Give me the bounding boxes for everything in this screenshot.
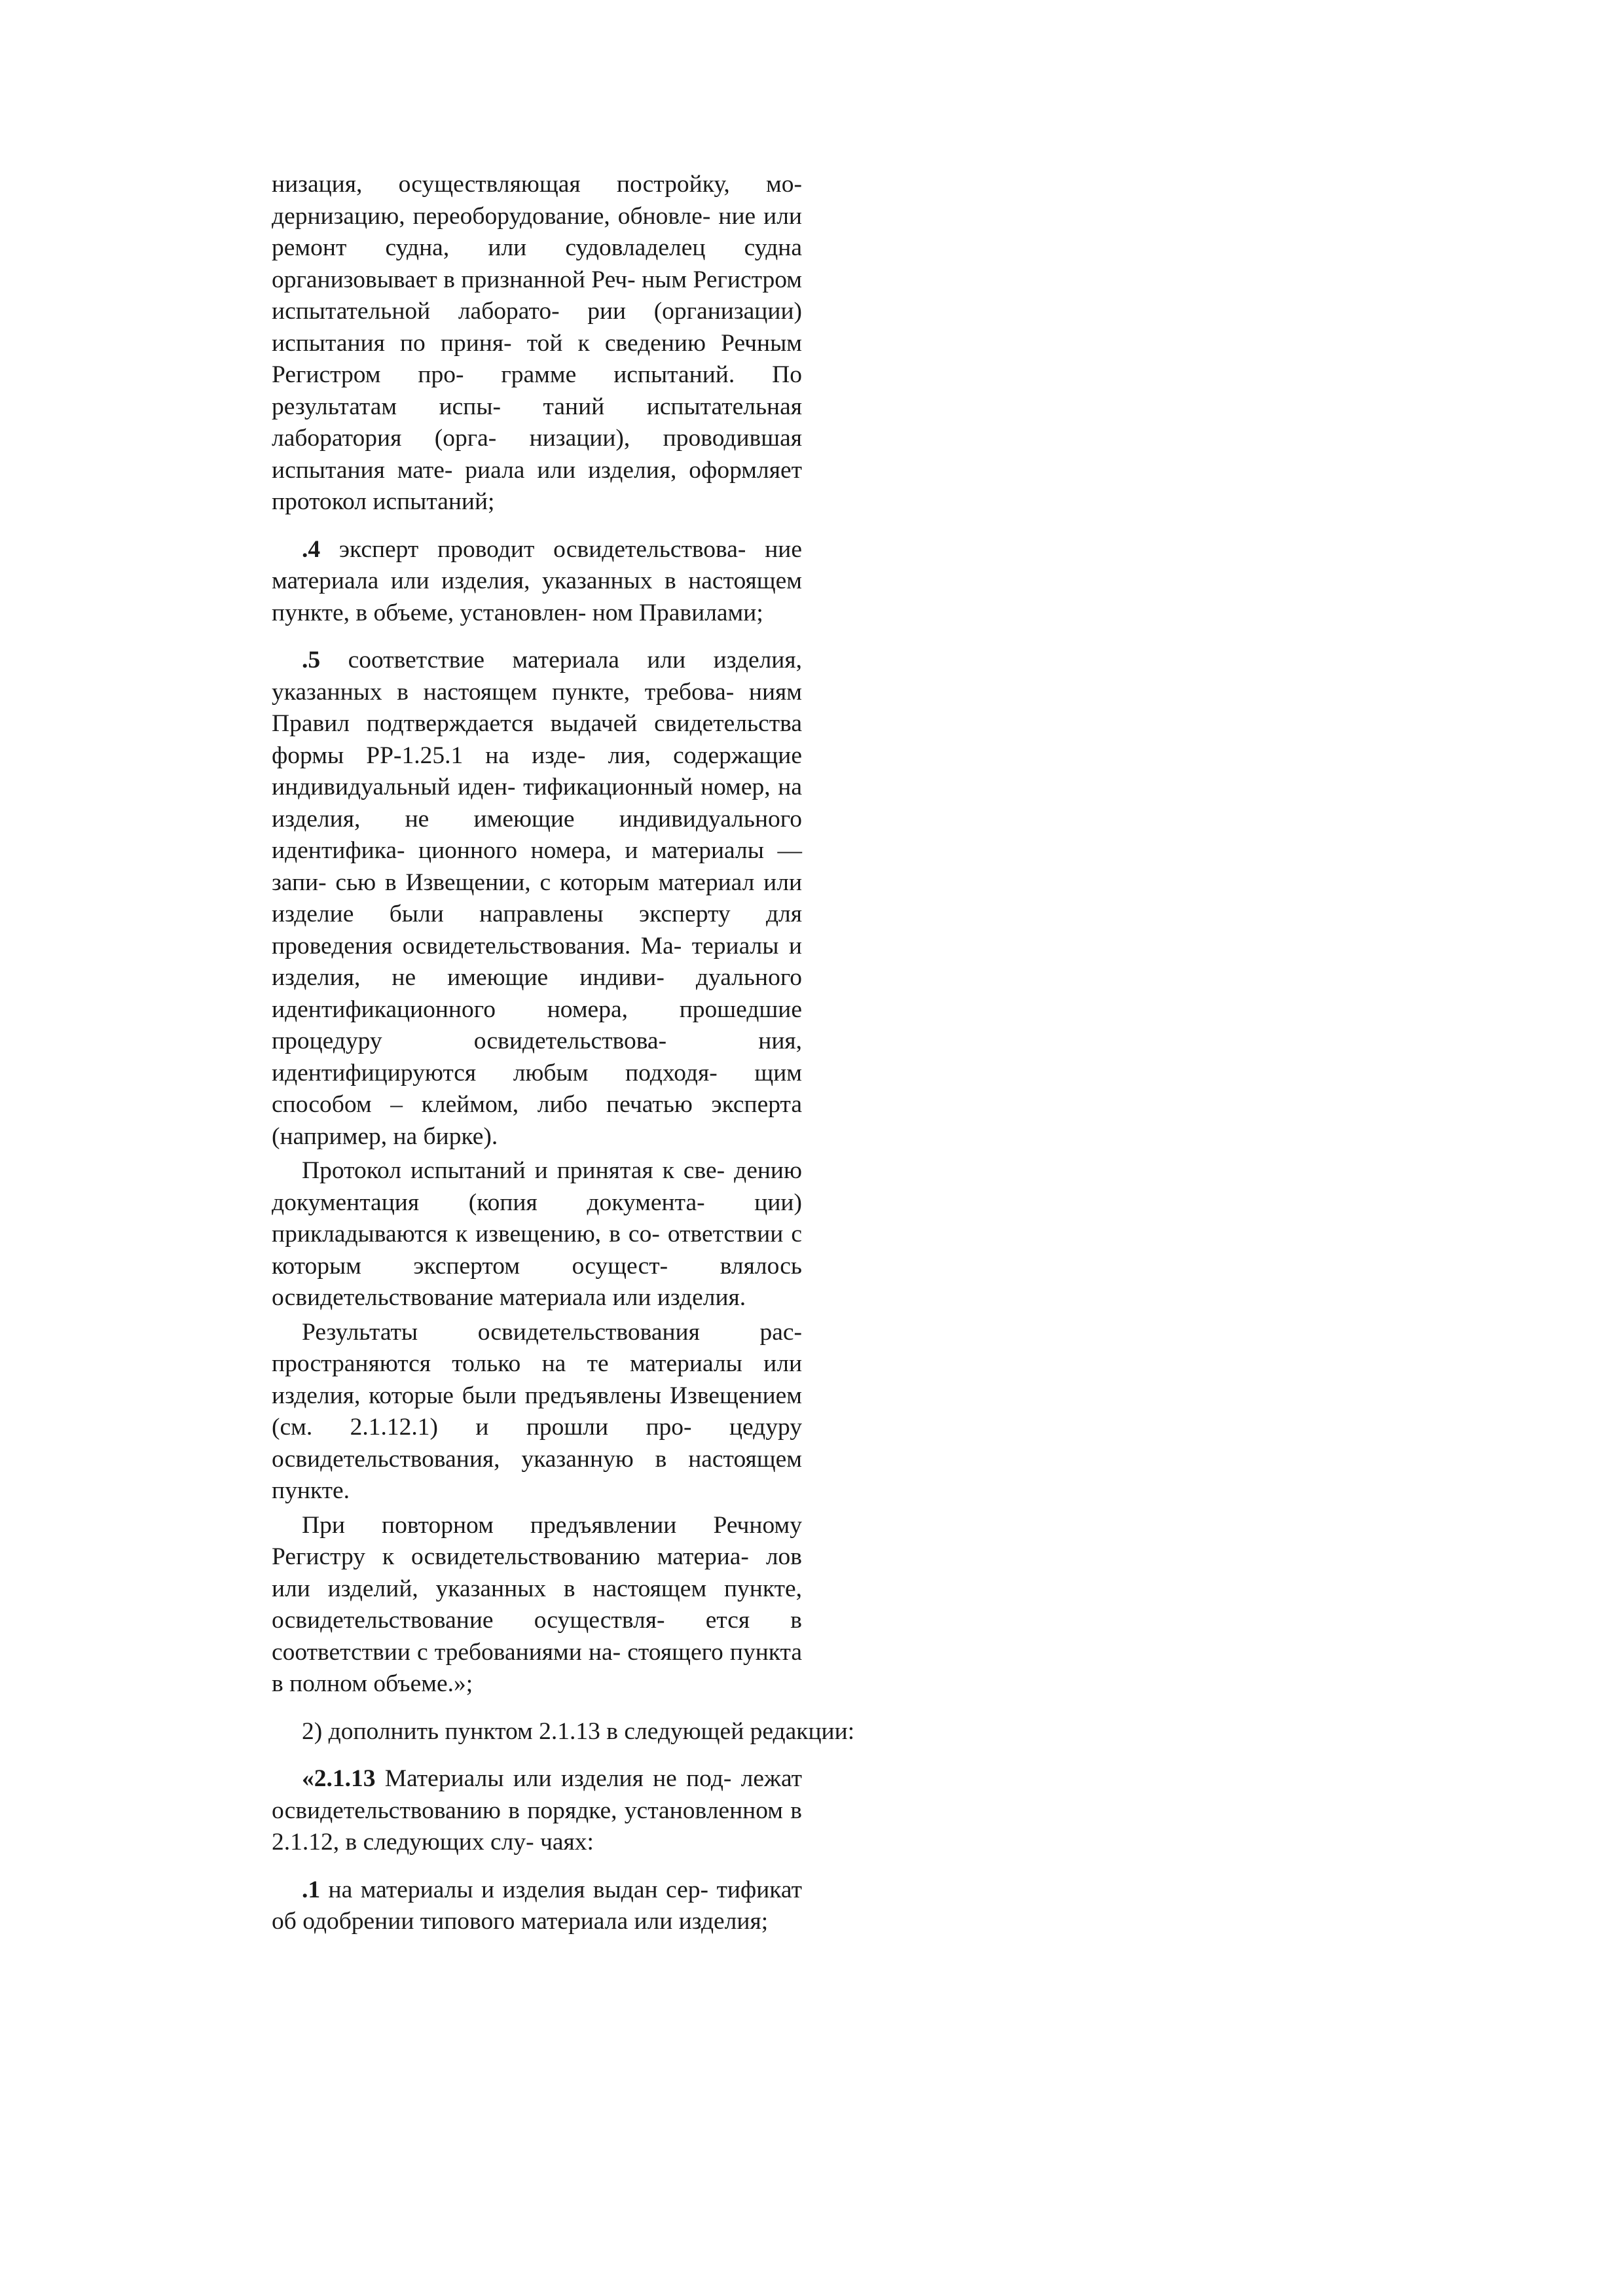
paragraph-repeat — [272, 1510, 802, 1700]
text-line: Регистру к освидетельствованию материа- — [272, 1543, 749, 1570]
text-line: прошедшие процедуру освидетельствова- — [272, 996, 802, 1054]
text-line: Протокол испытаний и принятая к све- — [302, 1157, 725, 1184]
paragraph-item-1 — [272, 1874, 802, 1938]
document-page — [272, 169, 855, 1938]
text-line: пункте, освидетельствование осуществля- — [272, 1575, 802, 1634]
item-number: .4 — [302, 535, 321, 563]
paragraph-item-4 — [272, 534, 802, 630]
item-number: .1 — [302, 1876, 321, 1903]
text-line: лия, содержащие индивидуальный иден- — [272, 742, 803, 800]
text-line: рии (организации) испытания по приня- — [272, 298, 802, 357]
text-line: или изделия, которые были предъявлены — [272, 1350, 803, 1409]
text-line: на материалы и изделия выдан сер- — [320, 1876, 709, 1903]
text-line: лежат освидетельствованию в порядке, — [272, 1765, 803, 1824]
text-line: цедуру освидетельствования, указанную в — [272, 1414, 803, 1473]
text-line: тификат об одобрении типового материала — [272, 1876, 802, 1935]
text-line: низации), проводившая испытания мате- — [272, 425, 802, 484]
text-line: или изделие были направлены эксперту — [272, 869, 803, 927]
text-line: для проведения освидетельствования. Ма- — [272, 901, 803, 960]
text-line: эксперт проводит освидетельствова- — [320, 535, 746, 563]
text-line: При повторном предъявлении Речному — [302, 1511, 802, 1539]
text-line: ционного номера, и материалы — запи- — [272, 837, 803, 896]
text-line: Извещением (см. 2.1.12.1) и прошли про- — [272, 1382, 803, 1441]
text-line: свидетельства формы РР-1.25.1 на изде- — [272, 710, 802, 769]
text-line: ниям Правил подтверждается выдачей — [272, 678, 802, 737]
paragraph-continuation — [272, 169, 802, 518]
text-line: или изделия; — [634, 1908, 769, 1935]
item-number — [302, 1765, 376, 1792]
text-line: настоящем пункте. — [272, 1445, 802, 1504]
paragraph-results — [272, 1317, 802, 1507]
text-line: той к сведению Речным Регистром про- — [272, 329, 803, 388]
text-line: судна организовывает в признанной Реч- — [272, 234, 802, 293]
section-number: 2.1.13 — [314, 1765, 376, 1792]
text-line: ции) прикладываются к извещению, в со- — [272, 1189, 802, 1247]
text-line: имеющие индивидуального идентифика- — [272, 805, 802, 864]
text-line: стоящего пункта в полном объеме.»; — [272, 1638, 803, 1697]
text-line: настоящем пункте, в объеме, установлен- — [272, 567, 802, 626]
text-line: риала или изделия, оформляет протокол — [272, 456, 802, 515]
text-line: Результаты освидетельствования рас- — [302, 1318, 802, 1346]
text-line: или изделия. — [612, 1284, 746, 1311]
text-line: ответствии с которым экспертом осущест- — [272, 1221, 803, 1280]
text-line: тификационный номер, на изделия, не — [272, 774, 802, 833]
paragraph-2-1-13 — [272, 1763, 802, 1859]
text-line: влялось освидетельствование материала — [272, 1252, 803, 1311]
item-number: .5 — [302, 647, 321, 673]
text-line: ется в соответствии с требованиями на- — [272, 1607, 803, 1666]
text-line: Материалы или изделия не под- — [375, 1765, 732, 1792]
text-line: ным Регистром испытательной лаборато- — [272, 266, 802, 325]
text-line: пространяются только на те материалы — [272, 1350, 742, 1377]
text-line: ном Правилами; — [592, 599, 763, 626]
text-line: дуального идентификационного номера, — [272, 964, 803, 1023]
text-line: таний испытательная лаборатория (орга- — [272, 393, 803, 452]
quote-mark: « — [302, 1765, 314, 1792]
text-line: териалы и изделия, не имеющие индиви- — [272, 932, 802, 991]
text-line: низация, осуществляющая постройку, мо- — [272, 171, 802, 198]
text-line: ние материала или изделия, указанных в — [272, 535, 802, 594]
text-line: ние или ремонт судна, или судовладелец — [272, 202, 802, 261]
text-line: 2) дополнить пунктом 2.1.13 в следующей редакции: — [302, 1717, 855, 1745]
text-line: лов или изделий, указанных в настоящем — [272, 1543, 802, 1602]
text-line: соответствие материала или изделия, — [320, 647, 802, 673]
paragraph-protocol — [272, 1155, 802, 1314]
text-line: эксперта (например, на бирке). — [272, 1091, 802, 1150]
paragraph-item-5 — [272, 645, 802, 1153]
text-line: установленном в 2.1.12, в следующих слу- — [272, 1797, 802, 1856]
text-line: сью в Извещении, с которым материал — [335, 869, 755, 896]
text-line: указанных в настоящем пункте, требова- — [272, 678, 735, 706]
text-line: грамме испытаний. По результатам испы- — [272, 361, 803, 420]
text-line: дернизацию, переоборудование, обновле- — [272, 202, 711, 230]
text-line: щим способом – клеймом, либо печатью — [272, 1059, 802, 1118]
text-line: чаях: — [539, 1829, 594, 1856]
text-line: испытаний; — [373, 488, 495, 515]
paragraph-amendment — [272, 1716, 855, 1748]
text-line: ния, идентифицируются любым подходя- — [272, 1028, 803, 1086]
text-line: дению документация (копия документа- — [272, 1157, 803, 1216]
